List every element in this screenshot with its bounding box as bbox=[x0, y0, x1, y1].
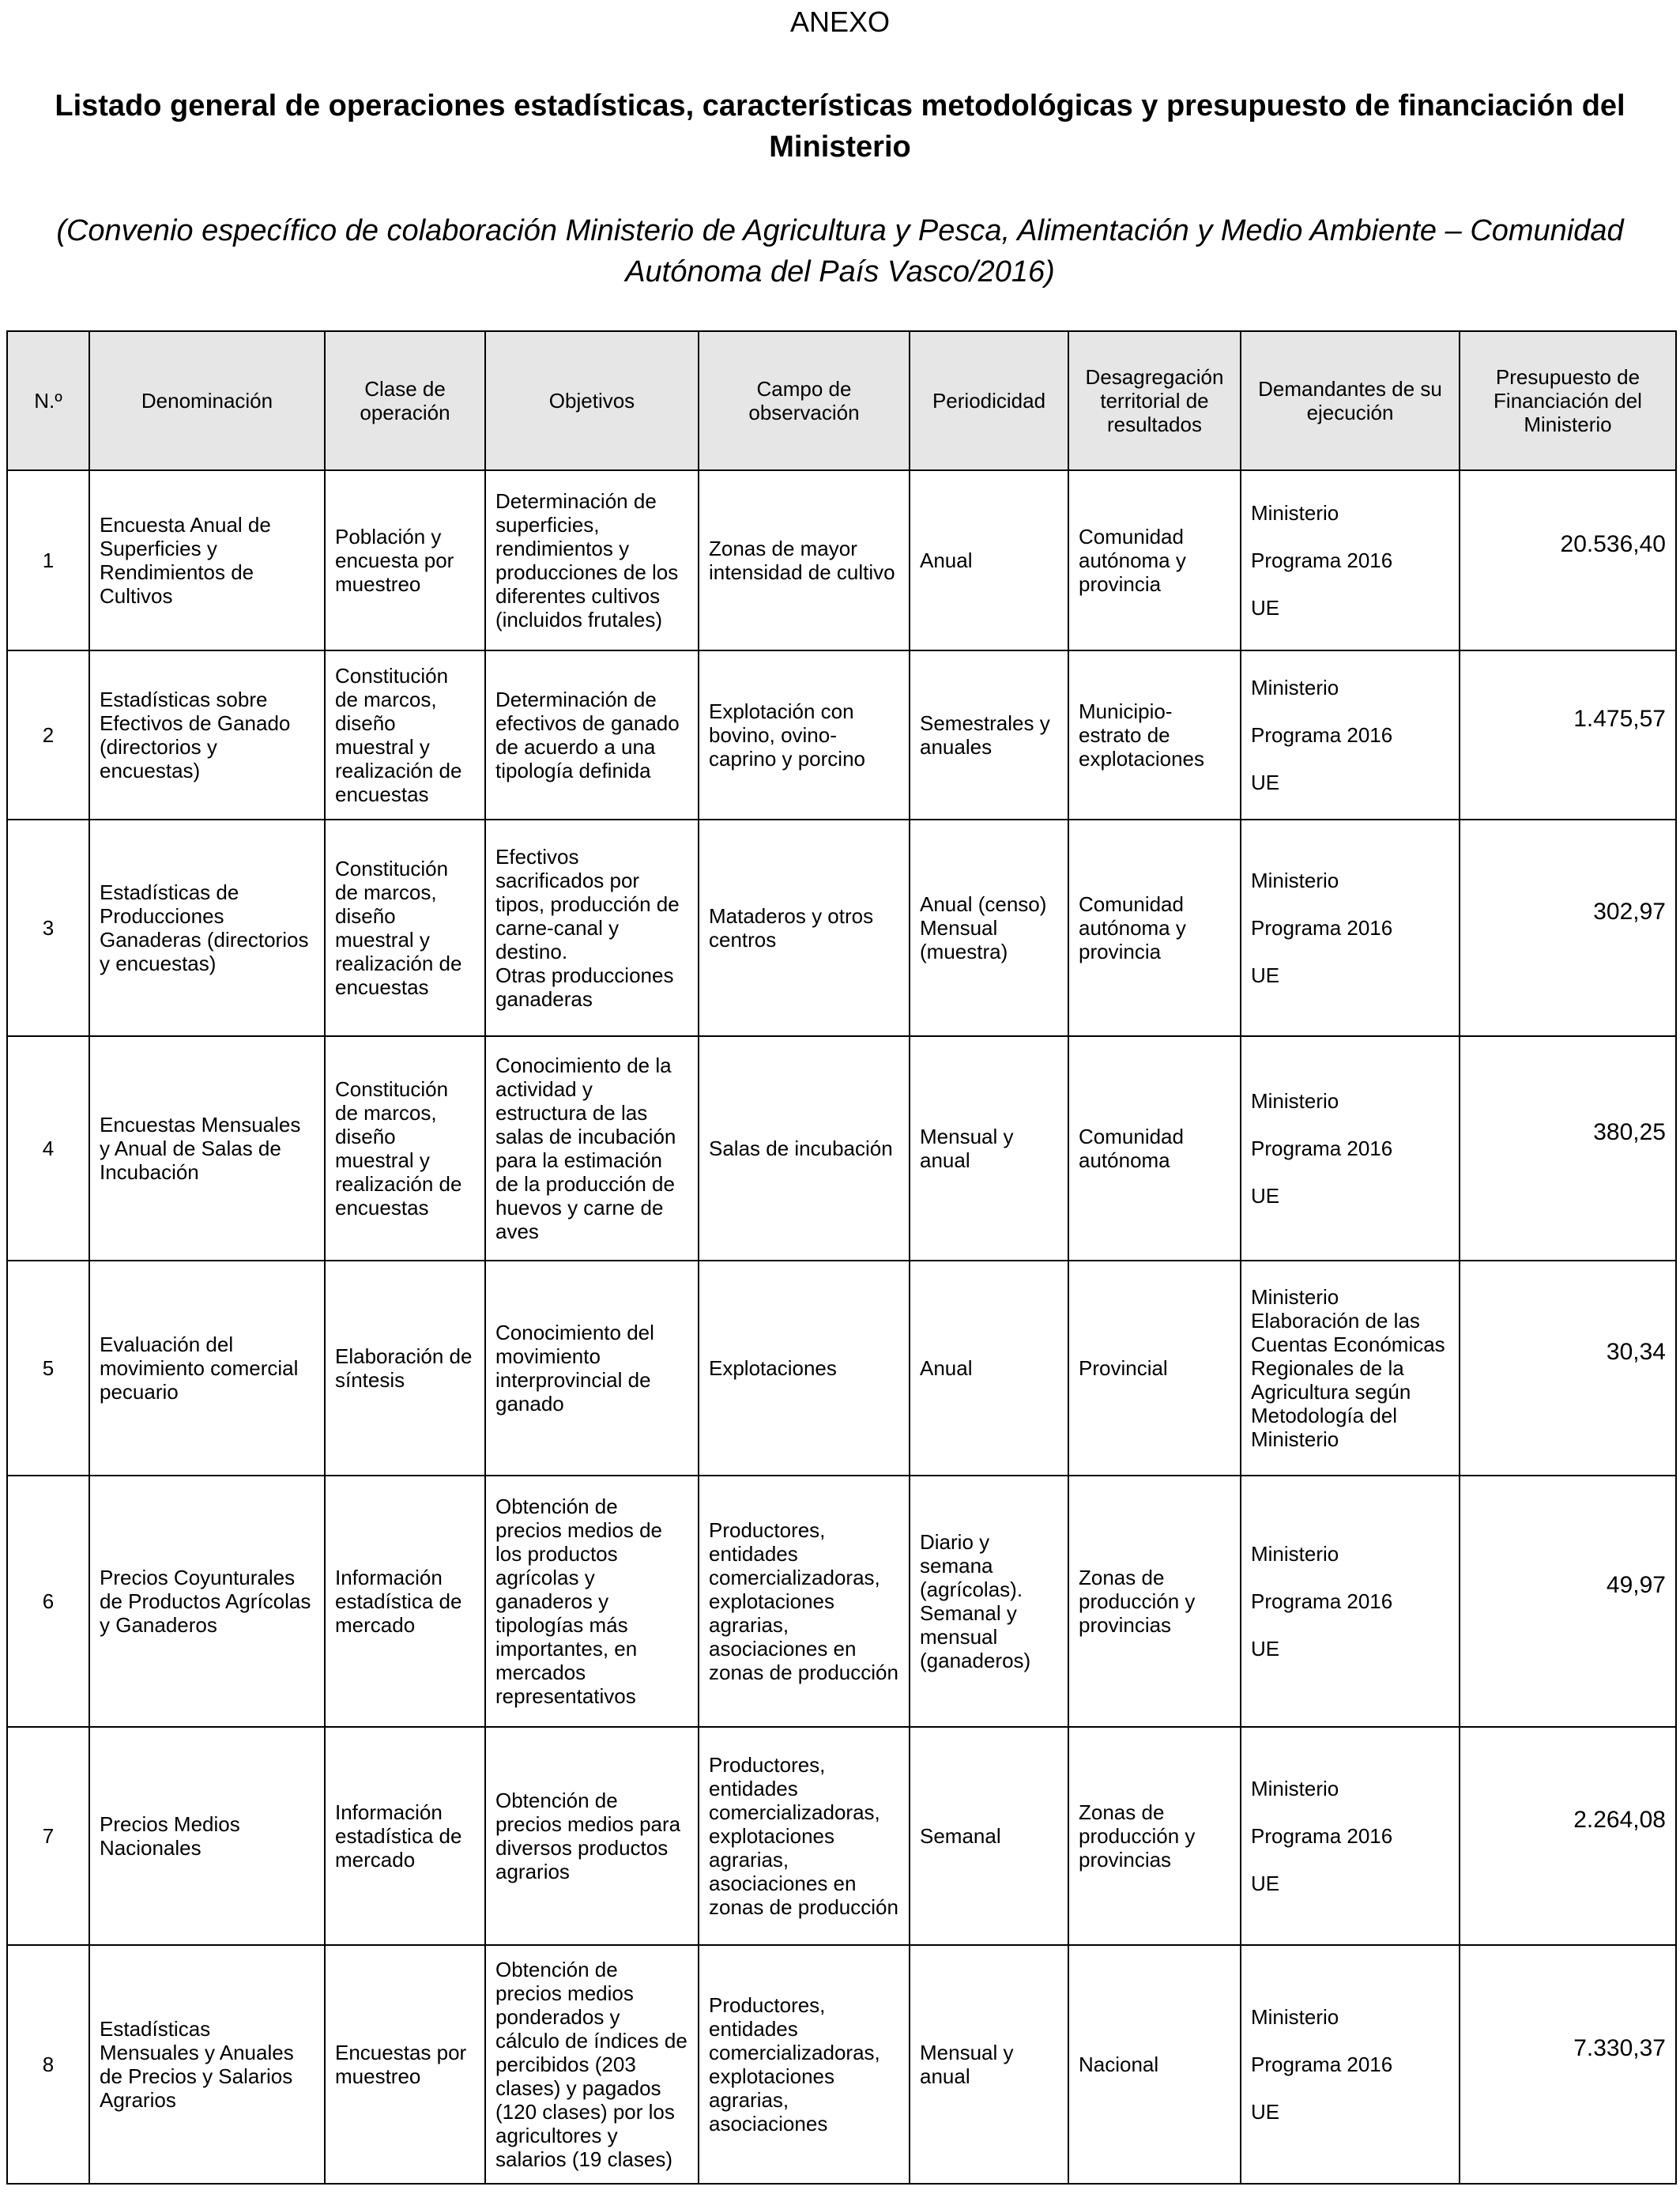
cell-presupuesto bbox=[1460, 820, 1676, 1036]
cell-periodicidad: Semanal bbox=[910, 1727, 1068, 1945]
demandante-item: Ministerio bbox=[1251, 501, 1339, 525]
cell-denominacion: Precios Medios Nacionales bbox=[89, 1727, 325, 1945]
cell-desagregacion: Zonas de producción y provincias bbox=[1068, 1476, 1241, 1727]
cell-demandantes bbox=[1241, 1476, 1460, 1727]
budget-value: 380,25 bbox=[1593, 1119, 1666, 1145]
document-title: Listado general de operaciones estadísticas, características metodológicas y presupuesto de financiación del Ministerio bbox=[55, 89, 1625, 164]
cell-presupuesto bbox=[1460, 1036, 1676, 1261]
cell-campo: Zonas de mayor intensidad de cultivo bbox=[699, 470, 910, 650]
cell-objetivos: Conocimiento del movimiento interprovincial de ganado bbox=[485, 1261, 699, 1476]
cell-denominacion: Evaluación del movimiento comercial pecuario bbox=[89, 1261, 325, 1476]
cell-presupuesto bbox=[1460, 650, 1676, 820]
cell-clase: Información estadística de mercado bbox=[325, 1727, 485, 1945]
operations-table bbox=[6, 330, 1677, 2185]
cell-num: 5 bbox=[7, 1261, 89, 1476]
cell-presupuesto bbox=[1460, 1261, 1676, 1476]
table-row bbox=[7, 650, 1676, 820]
cell-periodicidad: Mensual y anual bbox=[910, 1945, 1068, 2184]
budget-value: 1.475,57 bbox=[1573, 706, 1666, 732]
table-body bbox=[7, 470, 1676, 2184]
table-row bbox=[7, 1036, 1676, 1261]
cell-periodicidad: Anual bbox=[910, 1261, 1068, 1476]
budget-value: 20.536,40 bbox=[1560, 531, 1666, 557]
demandante-item: UE bbox=[1251, 963, 1280, 987]
demandante-item: Programa 2016 bbox=[1251, 723, 1393, 747]
cell-demandantes bbox=[1241, 1036, 1460, 1261]
cell-clase: Encuestas por muestreo bbox=[325, 1945, 485, 2184]
cell-denominacion: Estadísticas Mensuales y Anuales de Precios y Salarios Agrarios bbox=[89, 1945, 325, 2184]
demandante-item: Ministerio bbox=[1251, 1089, 1339, 1113]
cell-clase: Elaboración de síntesis bbox=[325, 1261, 485, 1476]
table-row bbox=[7, 820, 1676, 1036]
cell-periodicidad: Mensual y anual bbox=[910, 1036, 1068, 1261]
budget-value: 2.264,08 bbox=[1573, 1807, 1666, 1833]
demandante-item: UE bbox=[1251, 2100, 1280, 2124]
document-subtitle: (Convenio específico de colaboración Ministerio de Agricultura y Pesca, Alimentación y Medio Ambiente – Comunidad Autónoma del País Vasco/2016) bbox=[56, 214, 1624, 288]
demandante-item: UE bbox=[1251, 1184, 1280, 1208]
demandante-item: Ministerio bbox=[1251, 2005, 1339, 2029]
cell-objetivos: Determinación de superficies, rendimientos y producciones de los diferentes cultivos (incluidos frutales) bbox=[485, 470, 699, 650]
cell-objetivos: Obtención de precios medios ponderados y cálculo de índices de percibidos (203 clases) y pagados (120 clases) por los agricultores y salarios (19 clases) bbox=[485, 1945, 699, 2184]
cell-campo: Explotaciones bbox=[699, 1261, 910, 1476]
cell-num: 4 bbox=[7, 1036, 89, 1261]
cell-presupuesto bbox=[1460, 1476, 1676, 1727]
cell-desagregacion: Comunidad autónoma bbox=[1068, 1036, 1241, 1261]
cell-objetivos: Conocimiento de la actividad y estructura de las salas de incubación para la estimación de la producción de huevos y carne de aves bbox=[485, 1036, 699, 1261]
cell-periodicidad: Anual bbox=[910, 470, 1068, 650]
cell-num: 6 bbox=[7, 1476, 89, 1727]
table-header-row bbox=[7, 331, 1676, 470]
cell-periodicidad: Anual (censo) Mensual (muestra) bbox=[910, 820, 1068, 1036]
header-objetivos: Objetivos bbox=[485, 331, 699, 470]
cell-presupuesto bbox=[1460, 1945, 1676, 2184]
header-clase: Clase de operación bbox=[325, 331, 485, 470]
cell-denominacion: Encuestas Mensuales y Anual de Salas de Incubación bbox=[89, 1036, 325, 1261]
cell-clase: Constitución de marcos, diseño muestral y realización de encuestas bbox=[325, 1036, 485, 1261]
header-denominacion: Denominación bbox=[89, 331, 325, 470]
cell-periodicidad: Diario y semana (agrícolas). Semanal y mensual (ganaderos) bbox=[910, 1476, 1068, 1727]
header-demandantes: Demandantes de su ejecución bbox=[1241, 331, 1460, 470]
demandante-item: Ministerio bbox=[1251, 869, 1339, 892]
cell-demandantes bbox=[1241, 820, 1460, 1036]
budget-value: 49,97 bbox=[1606, 1572, 1666, 1598]
header-campo: Campo de observación bbox=[699, 331, 910, 470]
cell-campo: Productores, entidades comercializadoras, explotaciones agrarias, asociaciones bbox=[699, 1945, 910, 2184]
table-row bbox=[7, 1261, 1676, 1476]
cell-objetivos: Obtención de precios medios de los productos agrícolas y ganaderos y tipologías más importantes, en mercados representativos bbox=[485, 1476, 699, 1727]
table-row bbox=[7, 1476, 1676, 1727]
demandante-item: Programa 2016 bbox=[1251, 916, 1393, 940]
cell-desagregacion: Nacional bbox=[1068, 1945, 1241, 2184]
budget-value: 30,34 bbox=[1606, 1339, 1666, 1365]
budget-value: 302,97 bbox=[1593, 899, 1666, 925]
cell-desagregacion: Comunidad autónoma y provincia bbox=[1068, 470, 1241, 650]
cell-num: 8 bbox=[7, 1945, 89, 2184]
cell-desagregacion: Comunidad autónoma y provincia bbox=[1068, 820, 1241, 1036]
demandante-item: Ministerio bbox=[1251, 1542, 1339, 1566]
budget-value: 7.330,37 bbox=[1573, 2035, 1666, 2061]
demandante-item: Programa 2016 bbox=[1251, 2053, 1393, 2076]
cell-demandantes bbox=[1241, 650, 1460, 820]
cell-periodicidad: Semestrales y anuales bbox=[910, 650, 1068, 820]
cell-desagregacion: Provincial bbox=[1068, 1261, 1241, 1476]
cell-clase: Constitución de marcos, diseño muestral y realización de encuestas bbox=[325, 650, 485, 820]
cell-denominacion: Estadísticas sobre Efectivos de Ganado (directorios y encuestas) bbox=[89, 650, 325, 820]
cell-clase: Información estadística de mercado bbox=[325, 1476, 485, 1727]
table-row bbox=[7, 470, 1676, 650]
demandante-item: UE bbox=[1251, 771, 1280, 794]
demandante-item: Ministerio bbox=[1251, 676, 1339, 699]
cell-campo: Productores, entidades comercializadoras, explotaciones agrarias, asociaciones en zonas de producción bbox=[699, 1476, 910, 1727]
demandante-item: UE bbox=[1251, 1637, 1280, 1661]
cell-presupuesto bbox=[1460, 470, 1676, 650]
header-num: N.º bbox=[7, 331, 89, 470]
cell-demandantes bbox=[1241, 1261, 1460, 1476]
cell-desagregacion: Zonas de producción y provincias bbox=[1068, 1727, 1241, 1945]
cell-objetivos: Determinación de efectivos de ganado de acuerdo a una tipología definida bbox=[485, 650, 699, 820]
cell-clase: Constitución de marcos, diseño muestral y realización de encuestas bbox=[325, 820, 485, 1036]
demandante-item: Programa 2016 bbox=[1251, 1589, 1393, 1613]
cell-clase: Población y encuesta por muestreo bbox=[325, 470, 485, 650]
cell-campo: Mataderos y otros centros bbox=[699, 820, 910, 1036]
demandante-item: Programa 2016 bbox=[1251, 1824, 1393, 1848]
cell-objetivos: Obtención de precios medios para diversos productos agrarios bbox=[485, 1727, 699, 1945]
cell-denominacion: Precios Coyunturales de Productos Agrícolas y Ganaderos bbox=[89, 1476, 325, 1727]
cell-desagregacion: Municipio-estrato de explotaciones bbox=[1068, 650, 1241, 820]
cell-denominacion: Estadísticas de Producciones Ganaderas (directorios y encuestas) bbox=[89, 820, 325, 1036]
header-presupuesto: Presupuesto de Financiación del Ministerio bbox=[1460, 331, 1676, 470]
cell-num: 1 bbox=[7, 470, 89, 650]
table-row bbox=[7, 1945, 1676, 2184]
header-desagregacion: Desagregación territorial de resultados bbox=[1068, 331, 1241, 470]
demandante-item: Ministerio bbox=[1251, 1777, 1339, 1800]
cell-denominacion: Encuesta Anual de Superficies y Rendimientos de Cultivos bbox=[89, 470, 325, 650]
cell-demandantes bbox=[1241, 470, 1460, 650]
demandante-item: UE bbox=[1251, 596, 1280, 620]
demandante-block: Ministerio Elaboración de las Cuentas Económicas Regionales de la Agricultura según Metodología del Ministerio bbox=[1251, 1285, 1445, 1451]
demandante-item: Programa 2016 bbox=[1251, 548, 1393, 572]
demandante-item: Programa 2016 bbox=[1251, 1137, 1393, 1160]
header-periodicidad: Periodicidad bbox=[910, 331, 1068, 470]
cell-num: 2 bbox=[7, 650, 89, 820]
demandante-item: UE bbox=[1251, 1872, 1280, 1895]
table-row bbox=[7, 1727, 1676, 1945]
cell-campo: Salas de incubación bbox=[699, 1036, 910, 1261]
cell-presupuesto bbox=[1460, 1727, 1676, 1945]
cell-num: 7 bbox=[7, 1727, 89, 1945]
cell-objetivos: Efectivos sacrificados por tipos, producción de carne-canal y destino. Otras producciones ganaderas bbox=[485, 820, 699, 1036]
cell-demandantes bbox=[1241, 1727, 1460, 1945]
cell-demandantes bbox=[1241, 1945, 1460, 2184]
annex-label: ANEXO bbox=[789, 6, 891, 38]
cell-num: 3 bbox=[7, 820, 89, 1036]
cell-campo: Explotación con bovino, ovino-caprino y porcino bbox=[699, 650, 910, 820]
cell-campo: Productores, entidades comercializadoras, explotaciones agrarias, asociaciones en zonas de producción bbox=[699, 1727, 910, 1945]
